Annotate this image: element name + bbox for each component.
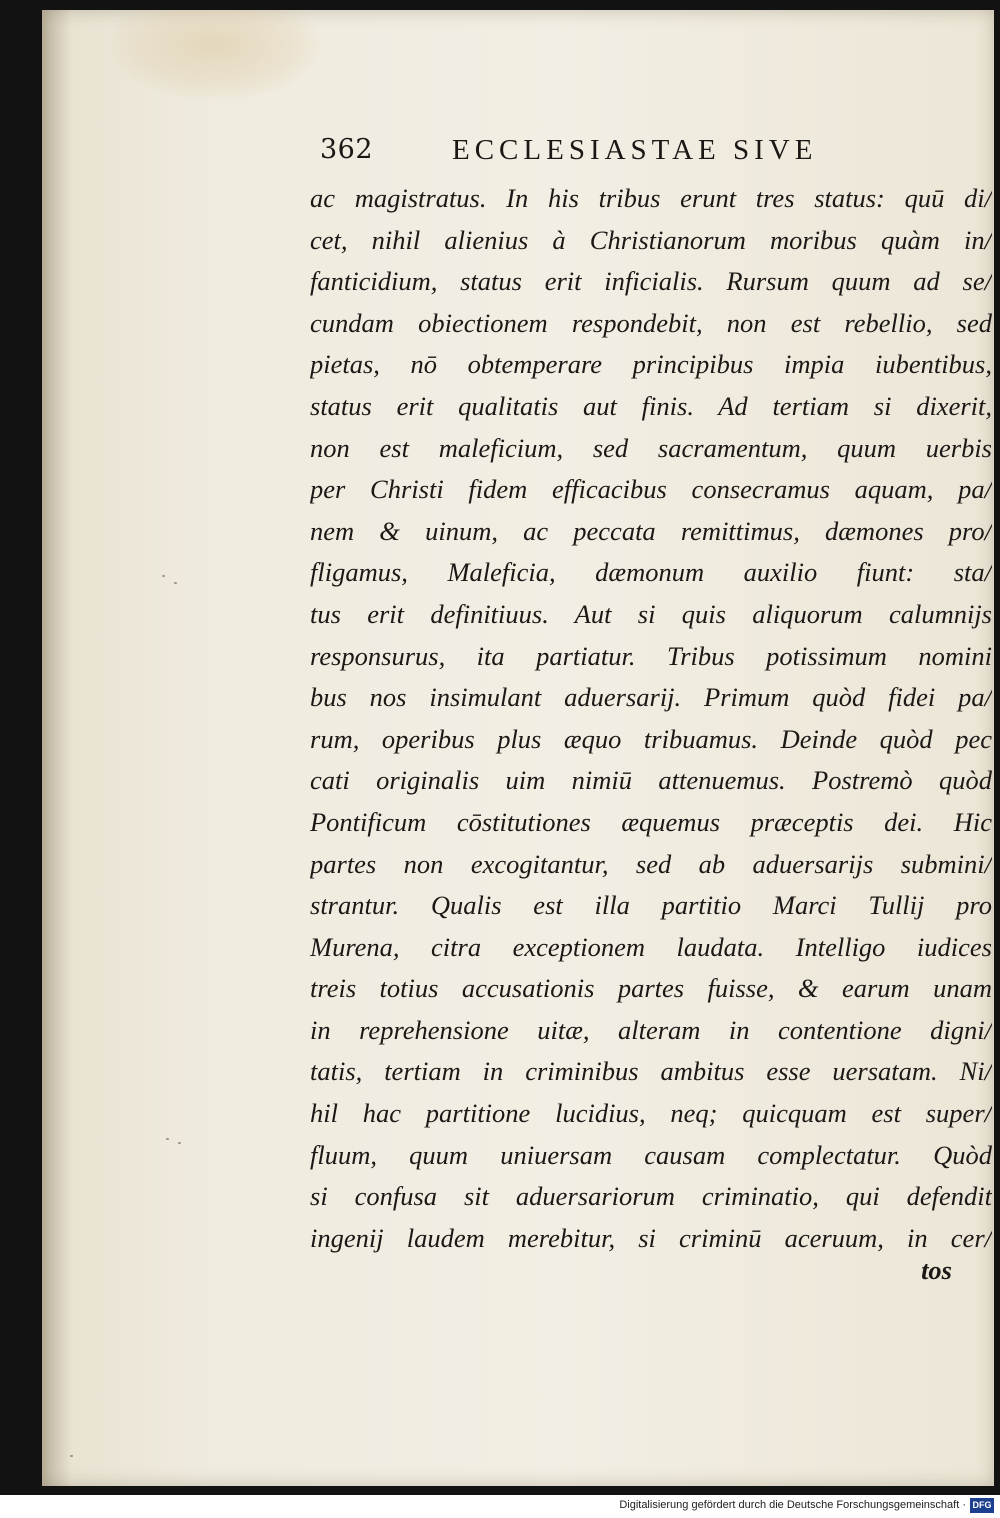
text-line: bus nos insimulant aduersarij. Primum quòd fidei pa/ xyxy=(310,682,992,713)
text-line: cundam obiectionem respondebit, non est rebellio, sed xyxy=(310,307,992,338)
funding-credit: Digitalisierung gefördert durch die Deutsche Forschungsgemeinschaft · xyxy=(619,1499,966,1511)
text-line: fligamus, Maleficia, dæmonum auxilio fiunt: sta/ xyxy=(310,557,992,588)
text-line: cati originalis uim nimiū attenuemus. Postremò quòd xyxy=(310,765,992,796)
paper-stain xyxy=(110,10,320,100)
book-page xyxy=(42,10,994,1486)
text-line: ingenij laudem merebitur, si criminū aceruum, in cer/ xyxy=(310,1222,992,1253)
text-line: treis totius accusationis partes fuisse, & earum unam xyxy=(310,973,992,1004)
text-line: tatis, tertiam in criminibus ambitus esse uersatam. Ni/ xyxy=(310,1056,992,1087)
text-line: strantur. Qualis est illa partitio Marci Tullij pro xyxy=(310,890,992,921)
margin-speck xyxy=(166,1138,169,1140)
catchword: tos xyxy=(921,1255,952,1285)
text-line: partes non excogitantur, sed ab aduersarijs submini/ xyxy=(310,848,992,879)
text-line: per Christi fidem efficacibus consecramus aquam, pa/ xyxy=(310,474,992,505)
page-header xyxy=(320,134,960,174)
text-line: fanticidium, status erit inficialis. Rursum quum ad se/ xyxy=(310,266,992,297)
text-line: pietas, nō obtemperare principibus impia iubentibus, xyxy=(310,349,992,380)
margin-speck xyxy=(178,1142,181,1144)
text-line: Murena, citra exceptionem laudata. Intelligo iudices xyxy=(310,931,992,962)
footer-strip xyxy=(0,1495,1000,1518)
text-line: tus erit definitiuus. Aut si quis aliquorum calumnijs xyxy=(310,598,992,629)
running-head: ECCLESIASTAE SIVE xyxy=(452,134,818,166)
text-line: fluum, quum uniuersam causam complectatur. Quòd xyxy=(310,1139,992,1170)
text-line: responsurus, ita partiatur. Tribus potissimum nomini xyxy=(310,640,992,671)
gutter-shadow xyxy=(42,10,72,1486)
page-number: 362 xyxy=(320,134,374,165)
text-line: rum, operibus plus æquo tribuamus. Deinde quòd pec xyxy=(310,723,992,754)
body-text xyxy=(310,178,992,1259)
text-line: status erit qualitatis aut finis. Ad tertiam si dixerit, xyxy=(310,390,992,421)
text-line: in reprehensione uitæ, alteram in contentione digni/ xyxy=(310,1014,992,1045)
text-line: ac magistratus. In his tribus erunt tres status: quū di/ xyxy=(310,183,992,213)
text-line: si confusa sit aduersariorum criminatio, qui defendit xyxy=(310,1181,992,1212)
margin-speck xyxy=(162,575,165,577)
dfg-logo: DFG xyxy=(970,1498,994,1513)
margin-speck xyxy=(174,582,177,584)
text-line: non est maleficium, sed sacramentum, quum uerbis xyxy=(310,432,992,463)
text-line: cet, nihil alienius à Christianorum moribus quàm in/ xyxy=(310,224,992,255)
text-line: nem & uinum, ac peccata remittimus, dæmones pro/ xyxy=(310,515,992,546)
text-line: hil hac partitione lucidius, neq; quicquam est super/ xyxy=(310,1098,992,1129)
margin-speck xyxy=(70,1455,73,1457)
text-line: Pontificum cōstitutiones æquemus præceptis dei. Hic xyxy=(310,806,992,837)
